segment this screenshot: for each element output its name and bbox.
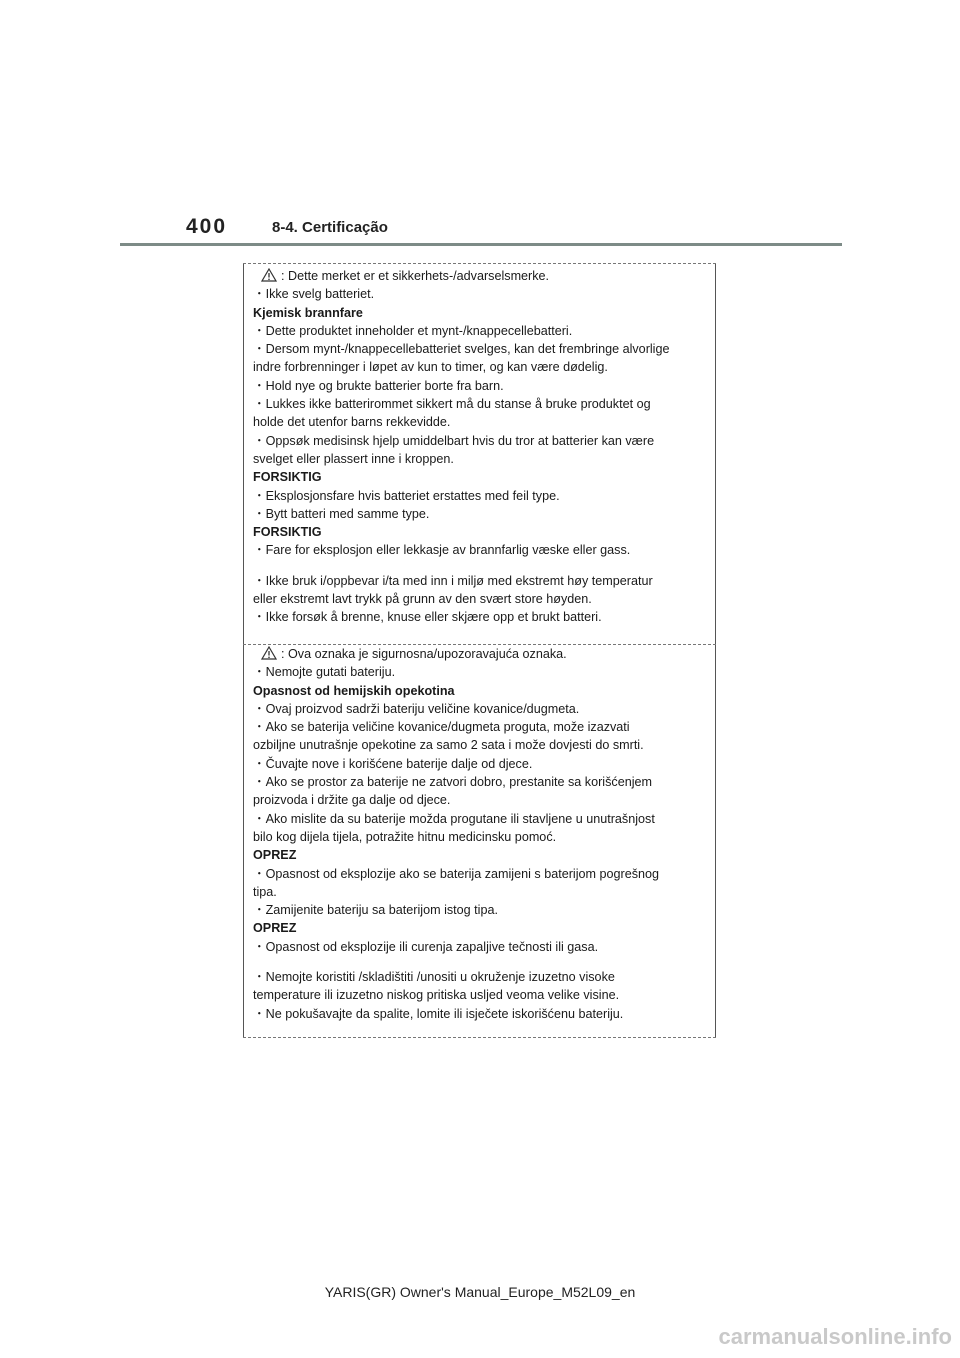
text-line: ・Dersom mynt-/knappecellebatteriet svelges, kan det frembringe alvorlige xyxy=(253,342,670,357)
symbol-explanation: : Dette merket er et sikkerhets-/advarselsmerke. xyxy=(253,267,704,285)
text-line: ・Ovaj proizvod sadrži bateriju veličine kovanice/dugmeta. xyxy=(253,701,580,716)
label-frame-top xyxy=(243,263,716,264)
text-line: tipa. xyxy=(253,884,277,899)
text-line: ・Bytt batteri med samme type. xyxy=(253,506,430,521)
manual-footer: YARIS(GR) Owner's Manual_Europe_M52L09_en xyxy=(324,1284,636,1300)
certification-label xyxy=(243,263,716,1038)
watermark: carmanualsonline.info xyxy=(718,1324,952,1349)
label-frame-bottom xyxy=(243,1037,716,1038)
text-line: ・Zamijenite bateriju sa baterijom istog tipa. xyxy=(253,903,498,918)
section-title: 8-4. Certificação xyxy=(272,219,388,236)
text-line: ozbiljne unutrašnje opekotine za samo 2 sata i može dovjesti do smrti. xyxy=(253,738,644,753)
text-line: indre forbrenninger i løpet av kun to timer, og kan være dødelig. xyxy=(253,360,608,375)
text-line: ・Ako mislite da su baterije možda progutane ili stavljene u unutrašnjost xyxy=(253,811,655,826)
label-frame-left xyxy=(243,263,244,1038)
text-line: temperature ili izuzetno niskog pritiska usljed veoma velike visine. xyxy=(253,988,620,1003)
text-line: proizvoda i držite ga dalje od djece. xyxy=(253,793,451,808)
text-line: ・Ako se prostor za baterije ne zatvori dobro, prestanite sa korišćenjem xyxy=(253,775,652,790)
caution-heading: FORSIKTIG xyxy=(253,470,322,485)
text-line: ・Ikke svelg batteriet. xyxy=(253,287,375,302)
lines-b xyxy=(253,322,704,468)
text-line: ・Lukkes ikke batterirommet sikkert må du stanse å bruke produktet og xyxy=(253,397,651,412)
text-line: eller ekstremt lavt trykk på grunn av den svært store høyden. xyxy=(253,592,592,607)
label-frame-right xyxy=(715,263,716,1038)
text-line: ・Čuvajte nove i korišćene baterije dalje od djece. xyxy=(253,756,533,771)
text-line: ・Opasnost od eksplozije ako se baterija zamijeni s baterijom pogrešnog xyxy=(253,866,660,881)
text-line: ・Ako se baterija veličine kovanice/dugmeta proguta, može izazvati xyxy=(253,720,630,735)
page-number: 400 xyxy=(186,215,228,238)
chemical-hazard-heading: Kjemisk brannfare xyxy=(253,305,363,320)
warning-triangle-icon xyxy=(261,268,277,282)
text-line: ・Eksplosjonsfare hvis batteriet erstattes med feil type. xyxy=(253,488,560,503)
text-line: bilo kog dijela tijela, potražite hitnu medicinsku pomoć. xyxy=(253,829,557,844)
text-line: ・Ikke forsøk å brenne, knuse eller skjære opp et brukt batteri. xyxy=(253,610,602,625)
caution-heading: FORSIKTIG xyxy=(253,525,322,540)
chemical-hazard-heading: Opasnost od hemijskih opekotina xyxy=(253,683,455,698)
text-line: ・Nemojte koristiti /skladištiti /unositi u okruženje izuzetno visoke xyxy=(253,970,615,985)
text-line: ・Opasnost od eksplozije ili curenja zapaljive tečnosti ili gasa. xyxy=(253,939,599,954)
warning-triangle-icon xyxy=(261,646,277,660)
croatian-warning-block xyxy=(253,645,704,1023)
text-line: ・Ne pokušavajte da spalite, lomite ili isječete iskorišćenu bateriju. xyxy=(253,1006,624,1021)
header-rule xyxy=(120,243,842,246)
caution-heading: OPREZ xyxy=(253,921,297,936)
spacer xyxy=(253,956,704,968)
norwegian-warning-block xyxy=(253,267,704,627)
caution-heading: OPREZ xyxy=(253,848,297,863)
spacer xyxy=(253,560,704,572)
text-line: ・Nemojte gutati bateriju. xyxy=(253,665,396,680)
text-line: svelget eller plassert inne i kroppen. xyxy=(253,451,454,466)
text-line: ・Oppsøk medisinsk hjelp umiddelbart hvis du tror at batterier kan være xyxy=(253,433,655,448)
text-line: ・Fare for eksplosjon eller lekkasje av brannfarlig væske eller gass. xyxy=(253,543,631,558)
text-line: ・Hold nye og brukte batterier borte fra barn. xyxy=(253,378,504,393)
text-line: ・Dette produktet inneholder et mynt-/knappecellebatteri. xyxy=(253,323,573,338)
symbol-explanation: : Ova oznaka je sigurnosna/upozoravajuća oznaka. xyxy=(253,645,704,663)
lines-a xyxy=(253,285,704,303)
text-line: ・Ikke bruk i/oppbevar i/ta med inn i miljø med ekstremt høy temperatur xyxy=(253,573,653,588)
text-line: holde det utenfor barns rekkevidde. xyxy=(253,415,451,430)
